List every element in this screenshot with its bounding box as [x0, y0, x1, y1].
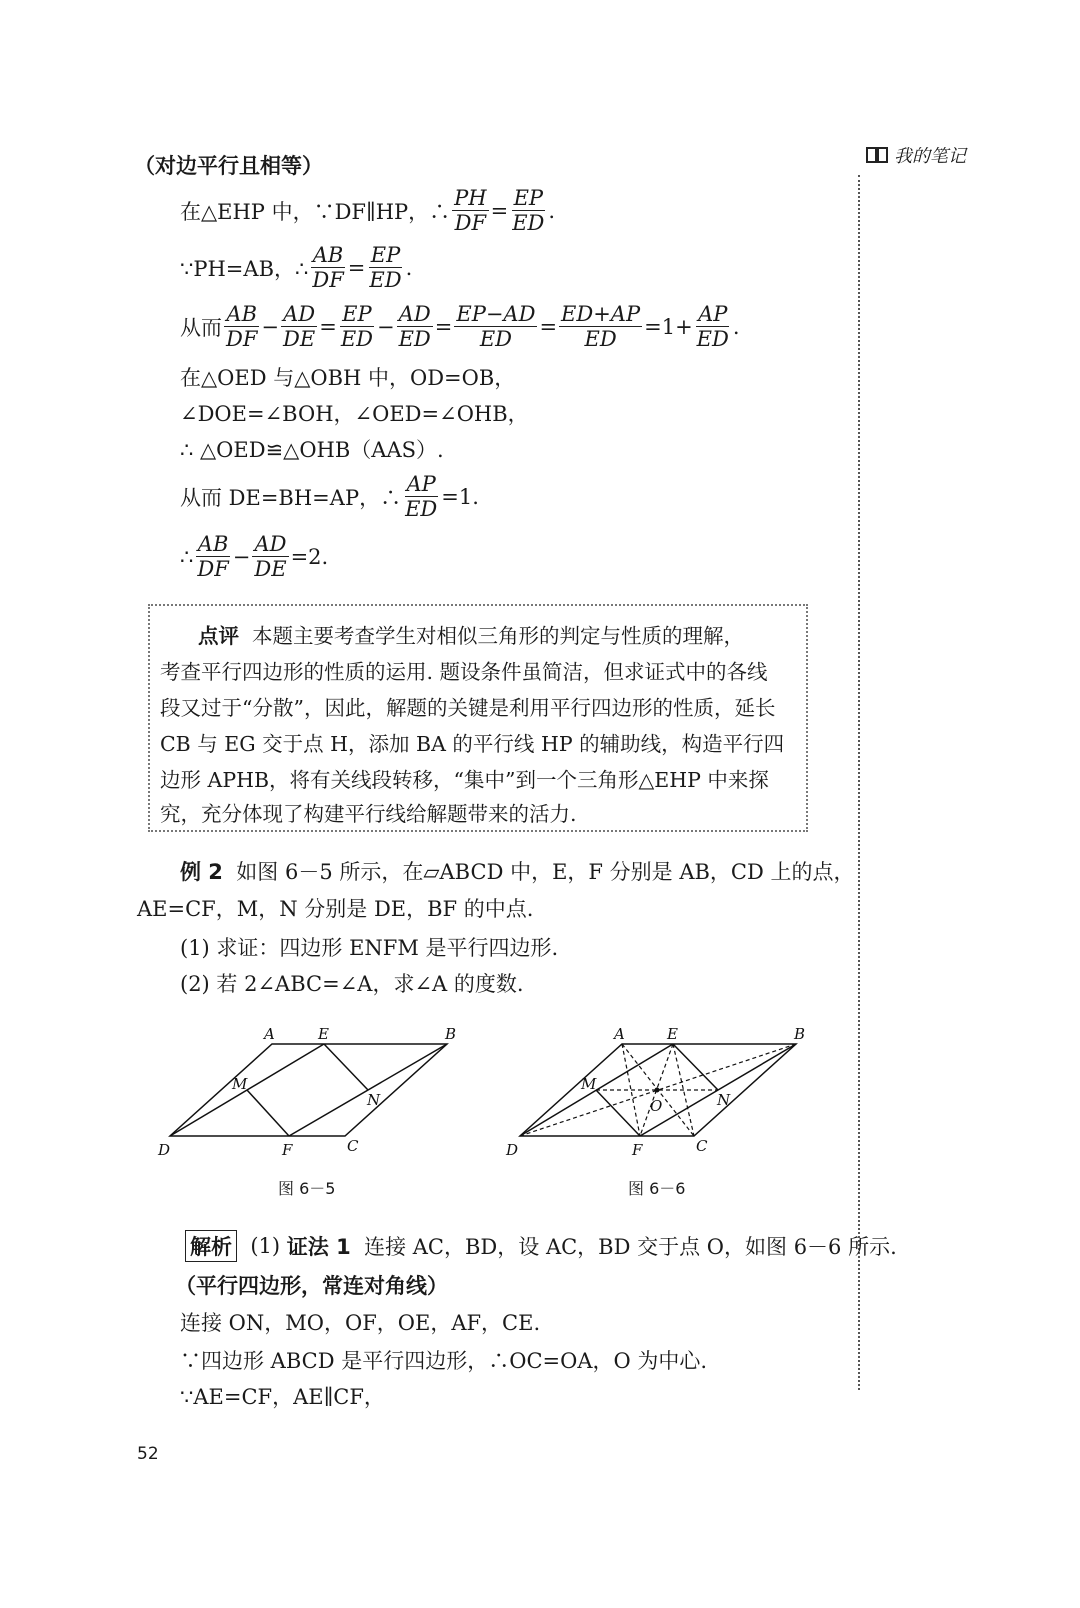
fig1-label-c: C [347, 1137, 359, 1155]
analysis-line-2: （平行四边形，常连对角线） [175, 1274, 448, 1298]
comment-box [148, 604, 808, 832]
notes-header [866, 142, 966, 168]
fig1-label-f: F [282, 1141, 293, 1159]
section-note: （对边平行且相等） [134, 154, 323, 178]
fig2-label-m: M [581, 1075, 597, 1093]
fig2-label-e: E [667, 1025, 678, 1043]
solution-line-7: 从而 DE=BH=AP，∴ $\frac{AP}{ED}$ =1. [180, 472, 479, 521]
fig1-label-d: D [158, 1141, 171, 1159]
fig1-label-a: A [264, 1025, 275, 1043]
analysis-line-1: 解析 (1) 证法 1 连接 AC，BD，设 AC，BD 交于点 O，如图 6－6 所示. [185, 1230, 897, 1262]
fig2-label-o: O [650, 1097, 663, 1115]
solution-line-8: ∴ AB DF − $\frac{AD}{DE}$ =2. [180, 532, 329, 581]
segment-mf [247, 1090, 289, 1136]
solution-line-4: 在△OED 与△OBH 中，OD=OB， [180, 366, 516, 390]
solution-line-1: 在△EHP 中，∵DF∥HP，∴ $\frac{PH}{DF}$ = $\frac{EP}{ED}$ . [180, 186, 556, 235]
fig2-label-n: N [717, 1091, 731, 1109]
figure-6-6-caption: 图 6－6 [628, 1179, 686, 1198]
analysis-line-4: ∵四边形 ABCD 是平行四边形，∴OC=OA，O 为中心. [180, 1349, 708, 1373]
figure-6-5 [150, 1015, 480, 1165]
comment-line-2: 考查平行四边形的性质的运用. 题设条件虽简洁，但求证式中的各线 [160, 660, 768, 684]
solution-line-5: ∠DOE=∠BOH，∠OED=∠OHB， [180, 402, 529, 426]
example-label: 例 2 [180, 860, 223, 884]
comment-line-1: 本题主要考查学生对相似三角形的判定与性质的理解， [252, 624, 745, 648]
fig2-label-d: D [506, 1141, 519, 1159]
solution-line-2: ∵PH=AB，∴ $\frac{AB}{DF}$ = $\frac{EP}{ED}$ . [180, 243, 413, 292]
comment-label: 点评 [198, 624, 239, 648]
page-number: 52 [137, 1444, 159, 1464]
parallelogram-abcd [170, 1044, 447, 1136]
fig2-label-c: C [696, 1137, 708, 1155]
example-line-2: AE=CF，M，N 分别是 DE，BF 的中点. [137, 897, 534, 921]
example-question-1: (1) 求证：四边形 ENFM 是平行四边形. [180, 936, 559, 960]
analysis-line-3: 连接 ON，MO，OF，OE，AF，CE. [180, 1311, 541, 1335]
analysis-line-5: ∵AE=CF，AE∥CF， [180, 1385, 385, 1409]
figure-6-6 [500, 1015, 820, 1165]
fig1-label-b: B [445, 1025, 457, 1043]
comment-line-3: 段又过于“分散”，因此，解题的关键是利用平行四边形的性质，延长 [160, 696, 776, 720]
fig1-label-m: M [232, 1075, 248, 1093]
fig2-label-b: B [794, 1025, 806, 1043]
point-o [655, 1088, 660, 1093]
solution-line-3: 从而 AB DF − $\frac{AD}{DE}$ = $\frac{EP}{ED}$ − $\frac{AD}{ED}$ = $\frac{EP-AD}{ED}$ = $\frac{ED+AP}{ED}$ =1+ $\frac{AP}{ED}$ . [180, 302, 740, 351]
figure-6-5-caption: 图 6－5 [278, 1179, 336, 1198]
example-line-1: 例 2 如图 6－5 所示，在▱ABCD 中，E，F 分别是 AB，CD 上的点， [180, 856, 855, 886]
fig1-label-e: E [318, 1025, 329, 1043]
notes-label: 我的笔记 [894, 146, 966, 167]
book-icon [866, 146, 888, 164]
segment-mf [596, 1090, 640, 1136]
solution-line-6: ∴ △OED≌△OHB（AAS）. [180, 438, 444, 462]
comment-line-4: CB 与 EG 交于点 H，添加 BA 的平行线 HP 的辅助线，构造平行四 [160, 732, 785, 756]
example-question-2: (2) 若 2∠ABC=∠A，求∠A 的度数. [180, 972, 524, 996]
analysis-tag: 解析 [185, 1230, 237, 1262]
comment-line-6: 究，充分体现了构建平行线给解题带来的活力. [160, 802, 577, 826]
notes-margin-divider [858, 175, 860, 1390]
fig2-label-a: A [614, 1025, 625, 1043]
fig2-label-f: F [632, 1141, 643, 1159]
fig1-label-n: N [367, 1091, 381, 1109]
segment-en [324, 1044, 368, 1090]
comment-line-5: 边形 APHB，将有关线段转移，“集中”到一个三角形△EHP 中来探 [160, 768, 769, 792]
